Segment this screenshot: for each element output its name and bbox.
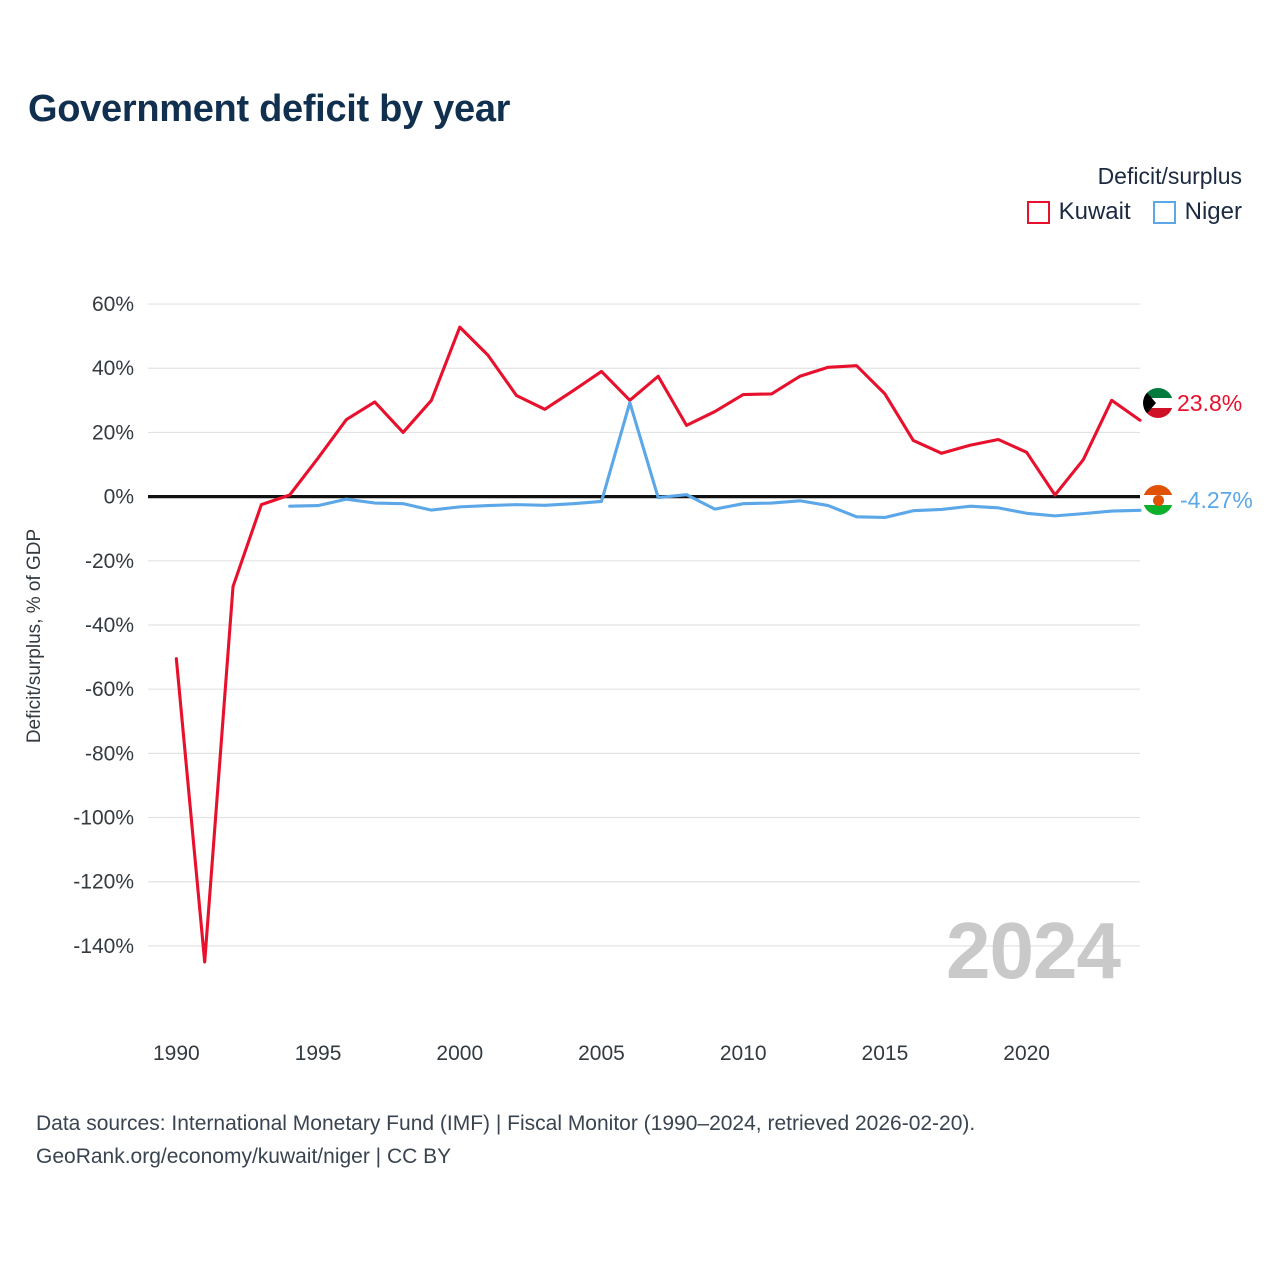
kuwait-end-value: 23.8% xyxy=(1177,390,1243,416)
source-line-2: GeoRank.org/economy/kuwait/niger | CC BY xyxy=(36,1144,452,1168)
x-axis-tick-label: 1990 xyxy=(152,1042,200,1065)
source-note xyxy=(36,1108,975,1173)
x-axis-tick-label: 2000 xyxy=(436,1042,484,1065)
x-axis-tick-label: 1995 xyxy=(294,1042,342,1065)
x-axis-tick-label: 2005 xyxy=(578,1042,625,1065)
y-axis-tick-label: -140% xyxy=(73,934,134,958)
y-axis-tick-label: -120% xyxy=(73,870,134,894)
y-axis-tick-label: 60% xyxy=(91,293,134,317)
y-axis-tick-label: 0% xyxy=(103,485,134,509)
x-axis-tick-label: 2015 xyxy=(861,1042,909,1065)
y-axis-tick-label: 20% xyxy=(91,421,134,445)
y-axis-title: Deficit/surplus, % of GDP xyxy=(24,528,45,744)
niger-end-value: -4.27% xyxy=(1180,487,1253,513)
legend-label-kuwait: Kuwait xyxy=(1058,198,1131,225)
y-axis-tick-label: -20% xyxy=(84,549,134,573)
kuwait-flag-icon xyxy=(1143,388,1173,418)
y-axis-tick-label: 40% xyxy=(91,357,134,381)
series-line-niger xyxy=(290,403,1140,518)
year-watermark: 2024 xyxy=(946,906,1120,995)
niger-flag-icon xyxy=(1143,485,1173,515)
y-axis-tick-label: -60% xyxy=(84,678,134,702)
page-title: Government deficit by year xyxy=(28,88,511,130)
y-axis-tick-label: -80% xyxy=(84,742,134,766)
source-line-1: Data sources: International Monetary Fund (IMF) | Fiscal Monitor (1990–2024, retrieved 2026-02-20). xyxy=(36,1112,976,1135)
y-axis-tick-label: -40% xyxy=(84,613,134,637)
legend-title: Deficit/surplus xyxy=(1097,163,1242,189)
x-axis-tick-label: 2020 xyxy=(1003,1042,1050,1065)
x-axis-tick-label: 2010 xyxy=(719,1042,767,1065)
y-axis-tick-label: -100% xyxy=(73,806,134,830)
legend-label-niger: Niger xyxy=(1184,198,1242,225)
series-line-kuwait xyxy=(176,327,1140,962)
